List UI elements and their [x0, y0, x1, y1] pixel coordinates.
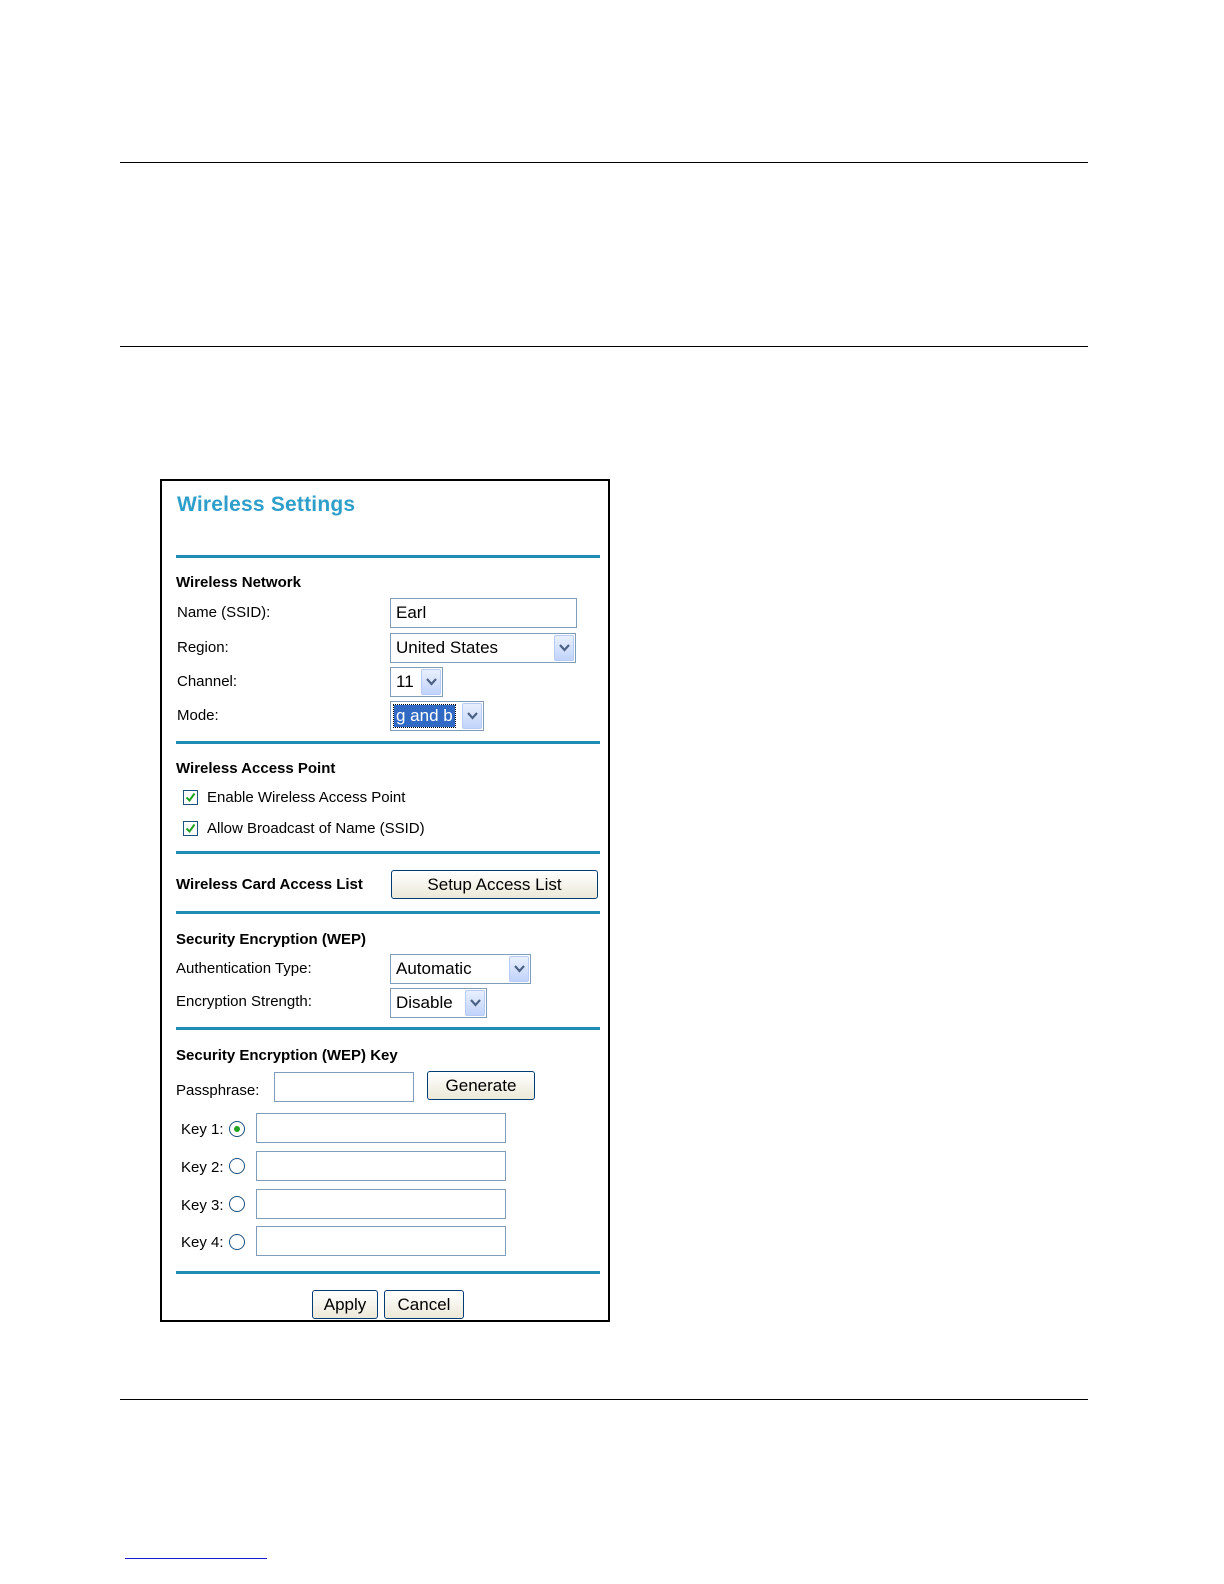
section-separator: [176, 851, 600, 854]
encryption-strength-label: Encryption Strength:: [176, 993, 312, 1010]
passphrase-label: Passphrase:: [176, 1082, 260, 1099]
section-separator: [176, 1027, 600, 1030]
wireless-network-heading: Wireless Network: [176, 574, 301, 591]
chevron-down-icon[interactable]: [509, 956, 529, 982]
check-icon: [185, 823, 196, 834]
region-value: United States: [396, 638, 499, 657]
auth-type-value: Automatic: [396, 959, 472, 978]
region-label: Region:: [177, 639, 229, 656]
setup-access-list-button[interactable]: Setup Access List: [391, 870, 598, 899]
broadcast-ssid-label: Allow Broadcast of Name (SSID): [207, 820, 425, 837]
auth-type-select[interactable]: [390, 954, 531, 984]
chevron-down-icon[interactable]: [421, 669, 441, 695]
encryption-strength-value: Disable: [396, 993, 453, 1012]
ssid-input[interactable]: Earl: [390, 598, 577, 628]
mode-label: Mode:: [177, 707, 219, 724]
section-separator: [176, 911, 600, 914]
access-point-heading: Wireless Access Point: [176, 760, 336, 777]
header-rule-bottom: [120, 346, 1088, 347]
section-separator: [176, 1271, 600, 1274]
key-2-label: Key 2:: [181, 1159, 224, 1176]
enable-ap-checkbox[interactable]: [183, 790, 198, 805]
channel-label: Channel:: [177, 673, 238, 690]
passphrase-input[interactable]: [274, 1072, 414, 1102]
auth-type-label: Authentication Type:: [176, 960, 312, 977]
generate-button[interactable]: Generate: [427, 1071, 535, 1100]
check-icon: [185, 792, 196, 803]
footer-rule: [120, 1399, 1088, 1400]
mode-value: g and b: [396, 706, 453, 725]
chevron-down-icon[interactable]: [462, 703, 482, 729]
access-list-heading: Wireless Card Access List: [176, 876, 363, 893]
apply-button[interactable]: Apply: [312, 1290, 378, 1319]
region-select[interactable]: [390, 633, 576, 663]
channel-value: 11: [396, 672, 414, 691]
wep-heading: Security Encryption (WEP): [176, 931, 367, 948]
key-3-input[interactable]: [256, 1189, 506, 1219]
section-separator: [176, 555, 600, 558]
encryption-strength-select[interactable]: [390, 988, 487, 1018]
key-3-label: Key 3:: [181, 1197, 224, 1214]
key-2-radio[interactable]: [229, 1158, 245, 1174]
enable-ap-label: Enable Wireless Access Point: [207, 789, 406, 806]
mode-select[interactable]: [390, 701, 484, 731]
key-4-input[interactable]: [256, 1226, 506, 1256]
header-rule-top: [120, 162, 1088, 163]
key-1-input[interactable]: [256, 1113, 506, 1143]
broadcast-ssid-checkbox[interactable]: [183, 821, 198, 836]
chevron-down-icon[interactable]: [465, 990, 485, 1016]
radio-selected-dot: [234, 1126, 240, 1132]
key-2-input[interactable]: [256, 1151, 506, 1181]
footer-link-underline[interactable]: [125, 1558, 267, 1559]
cancel-button[interactable]: Cancel: [384, 1290, 464, 1319]
chevron-down-icon[interactable]: [554, 635, 574, 661]
ssid-label: Name (SSID):: [177, 604, 271, 621]
page-title: Wireless Settings: [177, 493, 356, 516]
wireless-settings-panel: [160, 479, 610, 1322]
section-separator: [176, 741, 600, 744]
channel-select[interactable]: [390, 667, 443, 697]
key-1-label: Key 1:: [181, 1121, 224, 1138]
key-4-radio[interactable]: [229, 1234, 245, 1250]
key-3-radio[interactable]: [229, 1196, 245, 1212]
key-4-label: Key 4:: [181, 1234, 224, 1251]
key-1-radio[interactable]: [229, 1121, 245, 1137]
wep-key-heading: Security Encryption (WEP) Key: [176, 1047, 398, 1064]
